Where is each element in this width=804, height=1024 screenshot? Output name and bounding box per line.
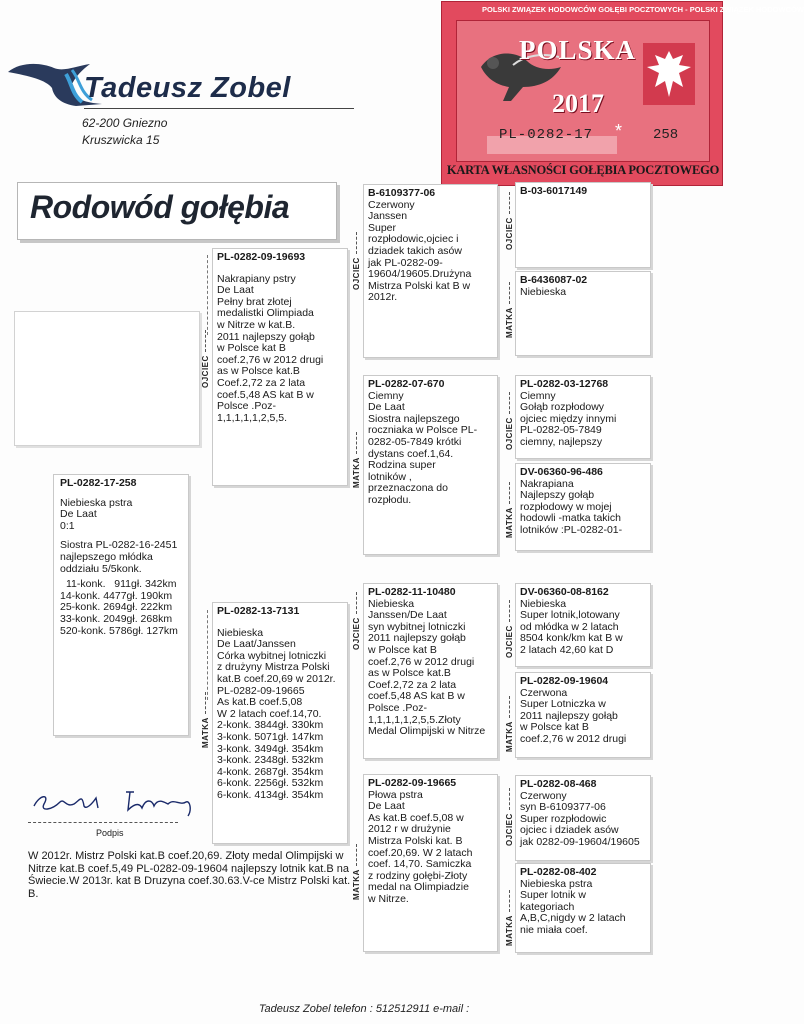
mm-line: De Laat xyxy=(368,800,405,813)
ff-line: jak PL-0282-09- xyxy=(368,256,443,269)
signature-label: Podpis xyxy=(96,828,124,838)
mf-line: Niebieska xyxy=(368,597,415,610)
pigeon-id: PL-0282-17-258 xyxy=(60,477,137,489)
mother-line: kat.B coef.20,69 w 2012r. xyxy=(217,672,336,685)
mf-line: Coef.2,72 za 2 lata xyxy=(368,678,457,691)
mmf-line: ojciec i dziadek asów xyxy=(520,824,619,837)
mf-line: w Polsce kat B xyxy=(368,643,437,656)
fm-line: dystans coef.1,64. xyxy=(368,447,454,460)
father-line: coef.2,76 w 2012 drugi xyxy=(217,353,324,366)
fm-line: Siostra najlepszego xyxy=(368,412,460,425)
mother-line: Niebieska xyxy=(217,626,264,639)
pigeon-photo-placeholder xyxy=(14,311,200,446)
mfm-line: w Polsce kat B xyxy=(520,721,589,734)
father-line: 2011 najlepszy gołąb xyxy=(217,330,315,343)
fm-line: De Laat xyxy=(368,401,405,414)
label-ff: OJCIEC xyxy=(352,232,361,290)
ff-line: Super xyxy=(368,221,397,234)
fmf-box xyxy=(515,375,651,459)
mother-line: De Laat/Janssen xyxy=(217,638,296,651)
mm-line: As kat.B coef.5,08 w xyxy=(368,811,464,824)
ff-line: Mistrza Polski kat B w xyxy=(368,279,471,292)
label-fmf: OJCIEC xyxy=(505,392,514,450)
fmm-line: lotników :PL-0282-01- xyxy=(520,523,623,536)
mother-id: PL-0282-13-7131 xyxy=(217,605,300,617)
mf-line: Janssen/De Laat xyxy=(368,609,447,622)
ff-line: 2012r. xyxy=(368,291,398,304)
father-box xyxy=(212,248,348,486)
ownership-card xyxy=(441,1,804,186)
pigeon-line: 0:1 xyxy=(60,519,75,532)
mff-line: 2 latach 42,60 kat D xyxy=(520,643,614,656)
fmf-line: ojciec między innymi xyxy=(520,412,617,425)
mm-line: 2012 r w drużynie xyxy=(368,823,451,836)
mff-box xyxy=(515,583,651,667)
mff-line: Niebieska xyxy=(520,597,567,610)
mother-line: 6-konk. 2256gł. 532km xyxy=(217,777,324,790)
address-line-2: Kruszwicka 15 xyxy=(82,133,160,147)
label-mff: OJCIEC xyxy=(505,600,514,658)
card-number: 258 xyxy=(653,127,679,143)
mother-line: Córka wybitnej lotniczki xyxy=(217,649,327,662)
fm-line: 0282-05-7849 krótki xyxy=(368,435,462,448)
father-line: Polsce .Poz- xyxy=(217,400,276,413)
mm-line: coef. 14,70. Samiczka xyxy=(368,858,472,871)
label-mm: MATKA xyxy=(352,844,361,900)
mm-line: Mistrza Polski kat. B xyxy=(368,834,463,847)
label-mf: OJCIEC xyxy=(352,592,361,650)
mf-line: coef.5,48 AS kat B w xyxy=(368,690,465,703)
mf-box xyxy=(363,583,498,759)
mmf-line: syn B-6109377-06 xyxy=(520,801,606,814)
mmm-line: Niebieska pstra xyxy=(520,877,593,890)
pigeon-line: De Laat xyxy=(60,508,97,521)
logo-underline xyxy=(84,108,354,109)
fmm-box xyxy=(515,463,651,551)
fmm-line: rozpłodowy w mojej xyxy=(520,500,612,513)
fmf-line: ciemny, najlepszy xyxy=(520,435,603,448)
mmf-box xyxy=(515,775,651,861)
ff-id: B-6109377-06 xyxy=(368,187,436,199)
mm-line: medal na Olimpiadzie xyxy=(368,881,469,894)
mother-line: z drużyny Mistrza Polski xyxy=(217,661,330,674)
pigeon-result: 11-konk. 911gł. 342km xyxy=(66,578,177,591)
handwritten-signature xyxy=(30,784,210,820)
father-line: w Nitrze w kat.B. xyxy=(217,318,296,331)
mf-line: Medal Olimpijski w Nitrze xyxy=(368,725,486,738)
fmf-line: Gołąb rozpłodowy xyxy=(520,401,605,414)
mmm-line: Super lotnik w xyxy=(520,889,586,902)
mother-line: 3-konk. 3494gł. 354km xyxy=(217,742,324,755)
mother-box xyxy=(212,602,348,844)
label-fm: MATKA xyxy=(352,432,361,488)
fm-line: Rodzina super xyxy=(368,459,436,472)
father-line: Coef.2,72 za 2 lata xyxy=(217,376,306,389)
fm-line: roczniaka w Polsce PL- xyxy=(368,424,478,437)
connector-father xyxy=(207,255,208,335)
mf-line: Polsce .Poz- xyxy=(368,701,427,714)
father-line: De Laat xyxy=(217,284,254,297)
pigeon-result: 33-konk. 2049gł. 268km xyxy=(60,612,173,625)
card-footer: KARTA WŁASNOŚCI GOŁĘBIA POCZTOWEGO xyxy=(446,163,720,177)
fmf-line: PL-0282-05-7849 xyxy=(520,424,602,437)
fmf-id: PL-0282-03-12768 xyxy=(520,378,609,390)
card-year: 2017 xyxy=(552,89,604,118)
mmm-id: PL-0282-08-402 xyxy=(520,866,597,878)
card-ring-number: PL-0282-17 xyxy=(499,127,594,143)
pigeon-result: 520-konk. 5786gł. 127km xyxy=(60,624,178,637)
mm-id: PL-0282-09-19665 xyxy=(368,777,457,789)
mother-line: 4-konk. 2687gł. 354km xyxy=(217,765,324,778)
mmf-line: Czerwony xyxy=(520,789,567,802)
label-ffm: MATKA xyxy=(505,282,514,338)
mf-line: 1,1,1,1,1,2,5,5.Złoty xyxy=(368,713,461,726)
father-id: PL-0282-09-19693 xyxy=(217,251,306,263)
ff-line: Czerwony xyxy=(368,198,415,211)
mff-line: 8504 konk/km kat B w xyxy=(520,632,623,645)
father-line: medalistki Olimpiada xyxy=(217,307,314,320)
card-country: POLSKA xyxy=(519,35,637,65)
ffm-id: B-6436087-02 xyxy=(520,274,588,286)
mff-line: Super lotnik,lotowany xyxy=(520,609,620,622)
card-circular-text-top: POLSKI ZWIĄZEK HODOWCÓW GOŁĘBI POCZTOWYCH - POLSKI ZWIĄZEK HODOWCÓW xyxy=(482,5,804,14)
ff-line: Janssen xyxy=(368,210,408,223)
mmf-line: jak 0282-09-19604/19605 xyxy=(520,835,640,848)
pigeon-line: najlepszego młódka xyxy=(60,550,153,563)
eagle-emblem-icon xyxy=(643,43,695,105)
ff-line: dziadek takich asów xyxy=(368,244,462,257)
label-fff: OJCIEC xyxy=(505,192,514,250)
fmm-line: hodowli -matka takich xyxy=(520,512,621,525)
mm-line: z rodziny gołębi-Złoty xyxy=(368,869,468,882)
father-line: Pełny brat złotej xyxy=(217,295,292,308)
fmm-line: Nakrapiana xyxy=(520,477,574,490)
mother-line: 3-konk. 2348gł. 532km xyxy=(217,754,324,767)
father-line: as w Polsce kat.B xyxy=(217,365,300,378)
footer-contact: Tadeusz Zobel telefon : 512512911 e-mail : xyxy=(258,1003,470,1015)
fm-line: przeznaczona do xyxy=(368,482,448,495)
mff-line: od młódka w 2 latach xyxy=(520,620,619,633)
pigeon-result: 14-konk. 4477gł. 190km xyxy=(60,589,173,602)
fm-box xyxy=(363,375,498,555)
mmm-line: nie miała coef. xyxy=(520,923,588,936)
fmf-line: Ciemny xyxy=(520,389,556,402)
mother-line: PL-0282-09-19665 xyxy=(217,684,305,697)
mm-line: coef.20,69. W 2 latach xyxy=(368,846,473,859)
mmf-line: Super rozpłodowic xyxy=(520,812,607,825)
label-mother: MATKA xyxy=(201,692,210,748)
mother-line: 6-konk. 4134gł. 354km xyxy=(217,788,324,801)
mfm-box xyxy=(515,672,651,758)
mmm-line: A,B,C,nigdy w 2 latach xyxy=(520,912,626,925)
father-line: Nakrapiany pstry xyxy=(217,272,296,285)
ffm-line: Niebieska xyxy=(520,285,567,298)
mf-line: 2011 najlepszy gołąb xyxy=(368,632,466,645)
ff-line: rozpłodowic,ojciec i xyxy=(368,233,459,246)
fmm-id: DV-06360-96-486 xyxy=(520,466,603,478)
signature-line xyxy=(28,822,178,823)
label-fmm: MATKA xyxy=(505,482,514,538)
label-mmf: OJCIEC xyxy=(505,788,514,846)
label-father: OJCIEC xyxy=(201,330,210,388)
label-mfm: MATKA xyxy=(505,696,514,752)
pedigree-title-box xyxy=(17,182,337,240)
mm-line: Płowa pstra xyxy=(368,788,423,801)
mfm-line: 2011 najlepszy gołąb xyxy=(520,709,618,722)
address-line-1: 62-200 Gniezno xyxy=(82,116,168,130)
pedigree-title: Rodowód gołębia xyxy=(30,189,290,225)
fm-id: PL-0282-07-670 xyxy=(368,378,445,390)
fm-line: Ciemny xyxy=(368,389,404,402)
pigeon-box xyxy=(53,474,189,736)
card-inner-panel xyxy=(456,20,710,162)
father-line: coef.5,48 AS kat B w xyxy=(217,388,314,401)
pigeon-line: Siostra PL-0282-16-2451 xyxy=(60,539,178,552)
fm-line: rozpłodu. xyxy=(368,493,412,506)
ffm-box xyxy=(515,271,651,356)
mother-line: 3-konk. 5071gł. 147km xyxy=(217,730,324,743)
mf-line: coef.2,76 w 2012 drugi xyxy=(368,655,475,668)
fm-line: lotników , xyxy=(368,470,412,483)
mff-id: DV-06360-08-8162 xyxy=(520,586,609,598)
mf-line: syn wybitnej lotniczki xyxy=(368,620,466,633)
father-line: 1,1,1,1,1,2,5,5. xyxy=(217,411,288,424)
ff-box xyxy=(363,184,498,358)
pigeon-result: 25-konk. 2694gł. 222km xyxy=(60,601,173,614)
card-star: * xyxy=(615,121,623,141)
mfm-line: coef.2,76 w 2012 drugi xyxy=(520,732,627,745)
label-mmm: MATKA xyxy=(505,890,514,946)
mf-id: PL-0282-11-10480 xyxy=(368,586,456,598)
breeder-name: Tadeusz Zobel xyxy=(84,72,291,104)
ff-line: 19604/19605.Drużyna xyxy=(368,268,472,281)
pigeon-line: Niebieska pstra xyxy=(60,496,133,509)
owner-achievements: W 2012r. Mistrz Polski kat.B coef.20,69. Złoty medal Olimpijski w Nitrze kat.B coef.5,49 PL-0282-09-19604 najlepszy lotnik kat.B na Świecie.W 2013r. kat B Druzyna coef.30.63.V-ce Mistrz Polski kat. B. xyxy=(28,850,351,900)
mfm-id: PL-0282-09-19604 xyxy=(520,675,609,687)
mother-line: W 2 latach coef.14,70. xyxy=(217,707,322,720)
father-line: w Polsce kat B xyxy=(217,342,286,355)
mmm-box xyxy=(515,863,651,953)
mfm-line: Super Lotniczka w xyxy=(520,698,606,711)
mf-line: as w Polsce kat.B xyxy=(368,667,451,680)
fff-id: B-03-6017149 xyxy=(520,185,588,197)
mm-box xyxy=(363,774,498,952)
fmm-line: Najlepszy gołąb xyxy=(520,489,595,502)
mother-line: As kat.B coef.5,08 xyxy=(217,696,303,709)
fff-box xyxy=(515,182,651,268)
mmf-id: PL-0282-08-468 xyxy=(520,778,597,790)
connector-mother xyxy=(207,610,208,700)
mfm-line: Czerwona xyxy=(520,686,568,699)
mother-line: 2-konk. 3844gł. 330km xyxy=(217,719,324,732)
mm-line: w Nitrze. xyxy=(368,892,409,905)
pigeon-line: oddziału 5/5konk. xyxy=(60,562,142,575)
mmm-line: kategoriach xyxy=(520,900,575,913)
